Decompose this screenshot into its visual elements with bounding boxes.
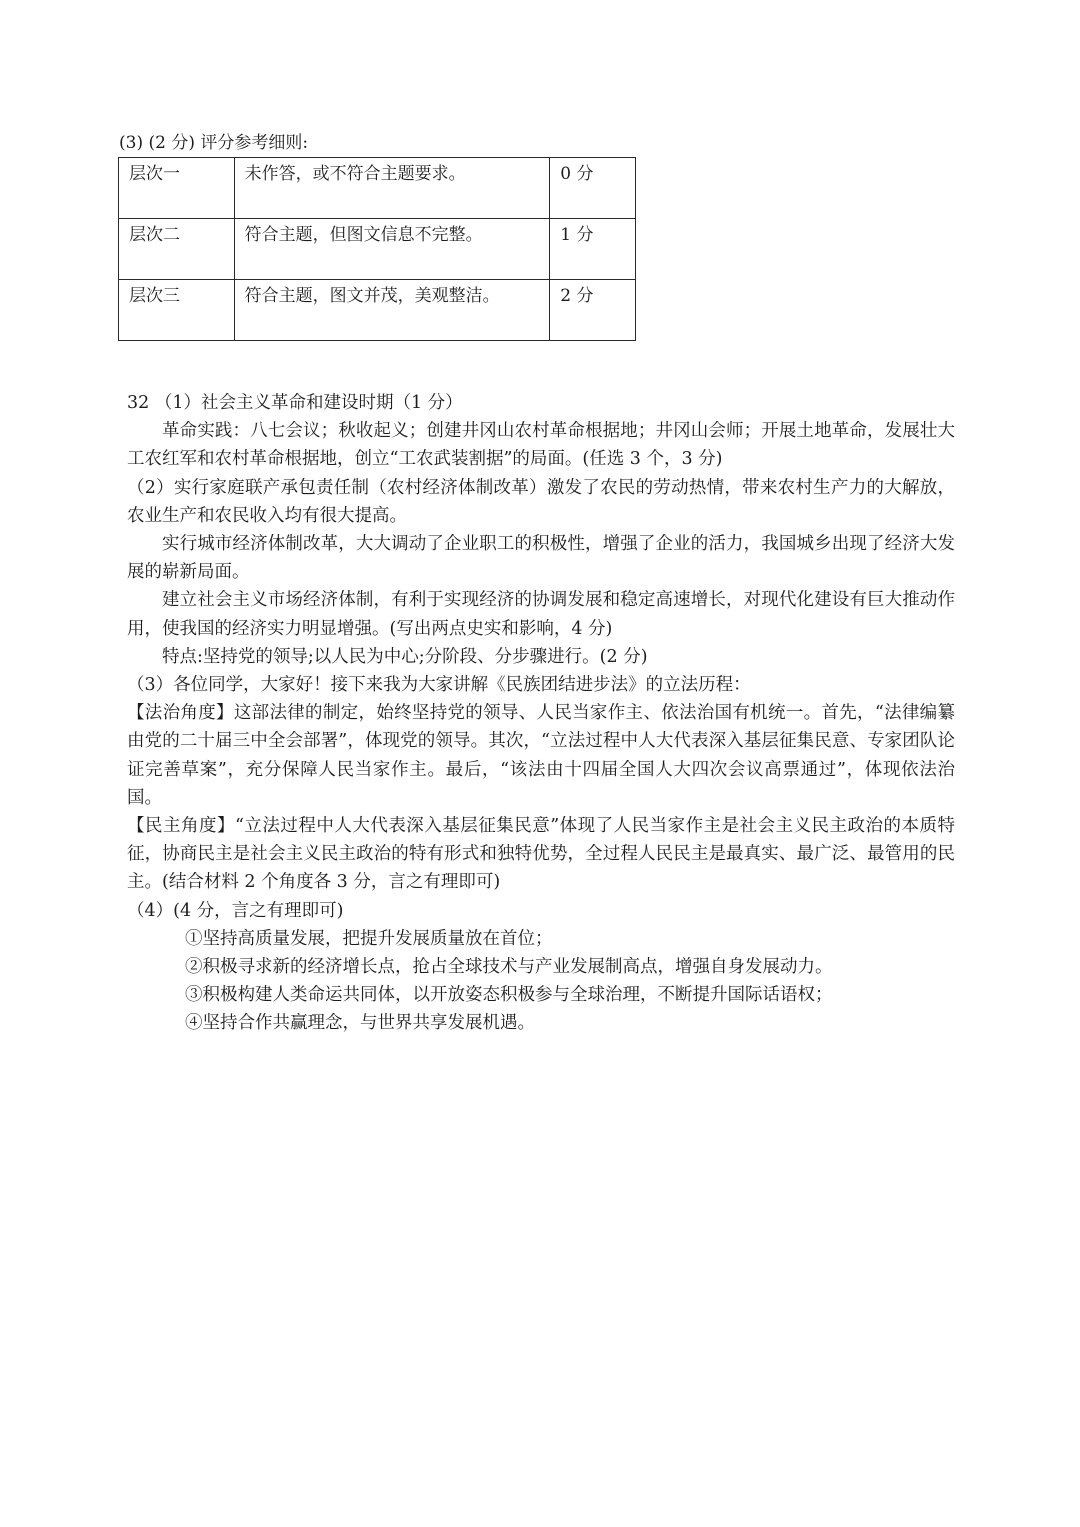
q32-urban-reform: 实行城市经济体制改革，大大调动了企业职工的积极性，增强了企业的活力，我国城乡出现了经济大发展的崭新局面。 bbox=[127, 534, 955, 583]
scoring-rubric-table bbox=[118, 157, 636, 341]
score-cell: 1 分 bbox=[550, 219, 636, 280]
description-cell: 未作答，或不符合主题要求。 bbox=[234, 158, 550, 219]
q32-part4-heading: （4）(4 分，言之有理即可) bbox=[127, 900, 344, 921]
q32-market-economy: 建立社会主义市场经济体制，有利于实现经济的协调发展和稳定高速增长，对现代化建设有巨大推动作用，使我国的经济实力明显增强。(写出两点史实和影响，4 分) bbox=[127, 590, 955, 639]
q32-part2-rural-reform: （2）实行家庭联产承包责任制（农村经济体制改革）激发了农民的劳动热情，带来农村生产力的大解放，农业生产和农民收入均有很大提高。 bbox=[127, 477, 955, 526]
score-cell: 0 分 bbox=[550, 158, 636, 219]
table-row bbox=[119, 280, 636, 341]
table-row bbox=[119, 158, 636, 219]
q32-part3-intro: （3）各位同学，大家好！接下来我为大家讲解《民族团结进步法》的立法历程： bbox=[127, 675, 751, 696]
list-item: ②积极寻求新的经济增长点，抢占全球技术与产业发展制高点，增强自身发展动力。 bbox=[185, 957, 833, 978]
list-item: ④坚持合作共赢理念，与世界共享发展机遇。 bbox=[185, 1013, 535, 1034]
level-cell: 层次一 bbox=[119, 158, 235, 219]
q32-revolution-practice: 革命实践：八七会议；秋收起义；创建井冈山农村革命根据地；井冈山会师；开展土地革命，发展壮大工农红军和农村革命根据地，创立“工农武装割据”的局面。(任选 3 个，3 分) bbox=[127, 421, 955, 470]
description-cell: 符合主题，图文并茂，美观整洁。 bbox=[234, 280, 550, 341]
description-cell: 符合主题，但图文信息不完整。 bbox=[234, 219, 550, 280]
level-cell: 层次三 bbox=[119, 280, 235, 341]
score-cell: 2 分 bbox=[550, 280, 636, 341]
question-32-answer bbox=[127, 389, 955, 1038]
q32-rule-of-law-angle: 【法治角度】这部法律的制定，始终坚持党的领导、人民当家作主、依法治国有机统一。首先，“法律编纂由党的二十届三中全会部署”，体现党的领导。其次，“立法过程中人大代表深入基层征集民意、专家团队论证完善草案”，充分保障人民当家作主。最后，“该法由十四届全国人大四次会议高票通过”，体现依法治国。 bbox=[127, 703, 955, 808]
q32-characteristics: 特点:坚持党的领导;以人民为中心;分阶段、分步骤进行。(2 分) bbox=[162, 646, 648, 667]
rubric-heading: (3) (2 分) 评分参考细则: bbox=[119, 133, 309, 153]
table-row bbox=[119, 219, 636, 280]
level-cell: 层次二 bbox=[119, 219, 235, 280]
list-item: ①坚持高质量发展，把提升发展质量放在首位； bbox=[185, 928, 553, 949]
q32-democracy-angle: 【民主角度】“立法过程中人大代表深入基层征集民意”体现了人民当家作主是社会主义民主政治的本质特征，协商民主是社会主义民主政治的特有形式和独特优势，全过程人民民主是最真实、最广泛、最管用的民主。(结合材料 2 个角度各 3 分，言之有理即可) bbox=[127, 816, 955, 893]
list-item: ③积极构建人类命运共同体，以开放姿态积极参与全球治理，不断提升国际话语权； bbox=[185, 985, 833, 1006]
q32-part1-heading: 32 （1）社会主义革命和建设时期（1 分） bbox=[127, 393, 463, 413]
